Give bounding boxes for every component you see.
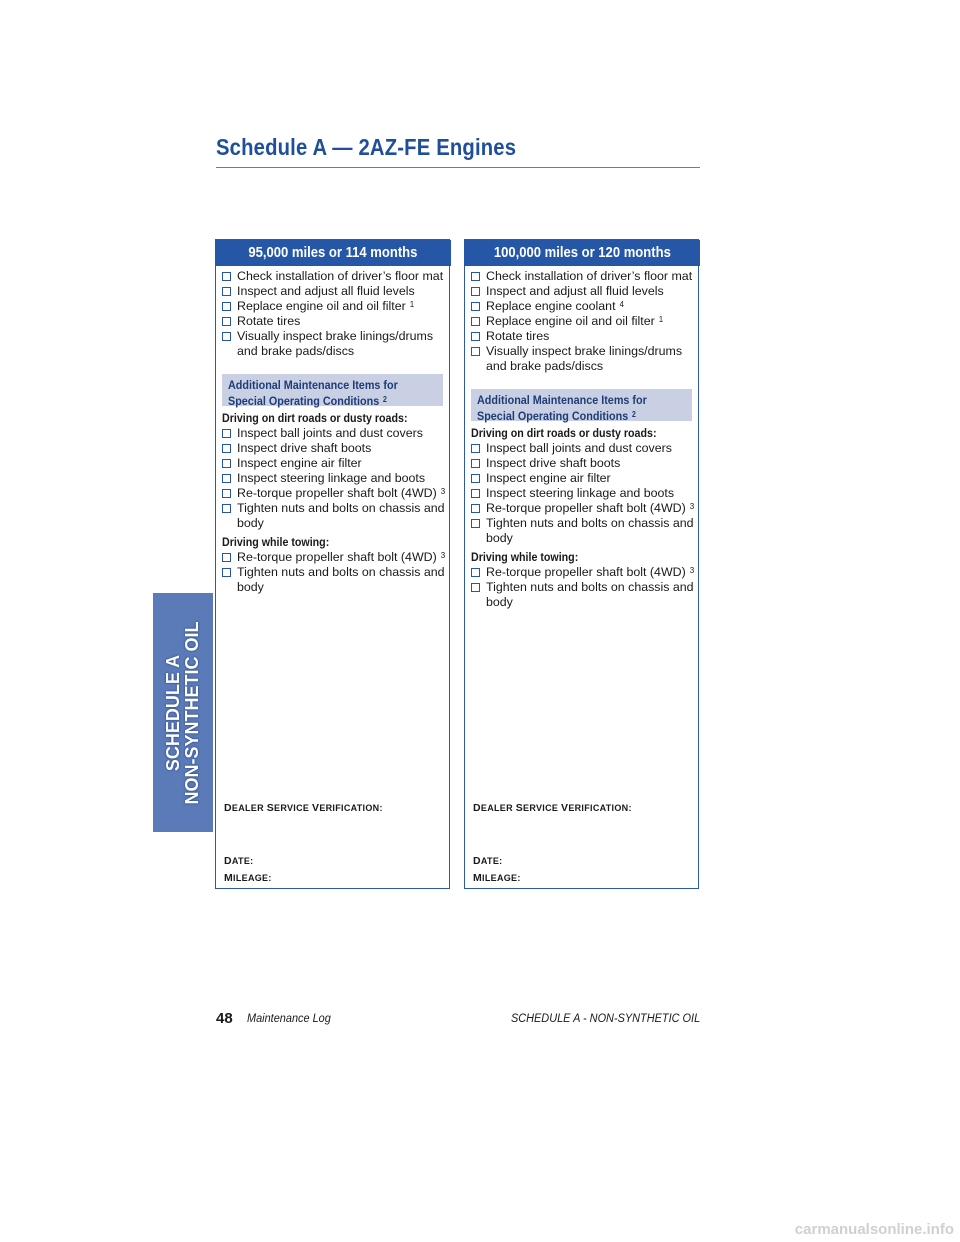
date-label: DATE: xyxy=(224,855,254,867)
checklist-item xyxy=(222,284,446,299)
checkbox-icon[interactable] xyxy=(222,272,231,281)
card-body xyxy=(222,269,446,595)
card-body xyxy=(471,269,695,610)
footnote-marker: 3 xyxy=(689,502,695,511)
footnote-marker: 1 xyxy=(658,315,664,324)
checklist-item xyxy=(222,550,446,565)
service-items-list xyxy=(471,269,695,374)
checklist-item-text: Inspect and adjust all fluid levels xyxy=(486,284,664,298)
mileage-label: MILEAGE: xyxy=(224,872,272,884)
checklist-item-text: Tighten nuts and bolts on chassis and body xyxy=(486,580,694,609)
checklist-item xyxy=(222,269,446,284)
checkbox-icon[interactable] xyxy=(471,583,480,592)
dirt-roads-items-list xyxy=(471,441,695,546)
towing-label: Driving while towing: xyxy=(471,551,579,564)
checklist-item xyxy=(222,441,446,456)
title-divider xyxy=(216,167,700,168)
checkbox-icon[interactable] xyxy=(222,474,231,483)
checkbox-icon[interactable] xyxy=(222,287,231,296)
checklist-item xyxy=(471,269,695,284)
checklist-item-text: Inspect engine air filter xyxy=(486,471,611,485)
checklist-item-text: Replace engine oil and oil filter xyxy=(486,314,655,328)
checklist-item-text: Visually inspect brake linings/drums and brake pads/discs xyxy=(486,344,683,373)
checklist-item-text: Tighten nuts and bolts on chassis and body xyxy=(237,501,445,530)
checklist-item xyxy=(471,501,695,516)
checkbox-icon[interactable] xyxy=(471,489,480,498)
checkbox-icon[interactable] xyxy=(222,317,231,326)
footnote-marker: 3 xyxy=(440,487,446,496)
checklist-item xyxy=(471,516,695,546)
checklist-item-text: Re-torque propeller shaft bolt (4WD) xyxy=(237,486,437,500)
checklist-item xyxy=(222,456,446,471)
checkbox-icon[interactable] xyxy=(222,332,231,341)
checklist-item-text: Inspect engine air filter xyxy=(237,456,362,470)
checklist-item xyxy=(222,329,446,359)
footnote-marker: 3 xyxy=(689,566,695,575)
checklist-item xyxy=(471,456,695,471)
special-title-line2: Special Operating Conditions $^2$ xyxy=(228,393,387,408)
checklist-item xyxy=(471,565,695,580)
service-items-list xyxy=(222,269,446,359)
checklist-item xyxy=(222,471,446,486)
checkbox-icon[interactable] xyxy=(222,302,231,311)
date-label: DATE: xyxy=(473,855,503,867)
card-header: 100,000 miles or 120 months xyxy=(464,240,700,266)
checklist-item-text: Inspect steering linkage and boots xyxy=(486,486,675,500)
checklist-item xyxy=(222,299,446,314)
checkbox-icon[interactable] xyxy=(471,332,480,341)
towing-label: Driving while towing: xyxy=(222,536,330,549)
checklist-item xyxy=(222,426,446,441)
dealer-verification-label: DEALER SERVICE VERIFICATION: xyxy=(224,802,383,814)
footnote-marker: 1 xyxy=(409,300,415,309)
dirt-roads-label: Driving on dirt roads or dusty roads: xyxy=(222,412,408,425)
checklist-item-text: Inspect and adjust all fluid levels xyxy=(237,284,415,298)
side-tab-line1: SCHEDULE A xyxy=(163,654,183,771)
checklist-item-text: Re-torque propeller shaft bolt (4WD) xyxy=(237,550,437,564)
checklist-item-text: Tighten nuts and bolts on chassis and body xyxy=(237,565,445,594)
checklist-item-text: Rotate tires xyxy=(486,329,550,343)
mileage-label: MILEAGE: xyxy=(473,872,521,884)
checklist-item-text: Replace engine coolant xyxy=(486,299,616,313)
checklist-item xyxy=(471,441,695,456)
checkbox-icon[interactable] xyxy=(471,272,480,281)
checklist-item xyxy=(471,299,695,314)
checkbox-icon[interactable] xyxy=(471,459,480,468)
special-title-line1: Additional Maintenance Items for xyxy=(477,393,647,407)
checklist-item xyxy=(222,314,446,329)
checklist-item-text: Visually inspect brake linings/drums and brake pads/discs xyxy=(237,329,434,358)
checklist-item xyxy=(471,329,695,344)
special-conditions-box xyxy=(222,374,443,406)
checkbox-icon[interactable] xyxy=(471,302,480,311)
maintenance-card-95000 xyxy=(215,239,450,889)
checkbox-icon[interactable] xyxy=(222,504,231,513)
checklist-item xyxy=(471,344,695,374)
checklist-item xyxy=(222,501,446,531)
checklist-item xyxy=(222,565,446,595)
checkbox-icon[interactable] xyxy=(222,429,231,438)
dirt-roads-label: Driving on dirt roads or dusty roads: xyxy=(471,427,657,440)
checklist-item-text: Inspect drive shaft boots xyxy=(237,441,372,455)
checkbox-icon[interactable] xyxy=(222,568,231,577)
maintenance-card-100000 xyxy=(464,239,699,889)
checkbox-icon[interactable] xyxy=(471,347,480,356)
checklist-item-text: Re-torque propeller shaft bolt (4WD) xyxy=(486,565,686,579)
towing-items-list xyxy=(471,565,695,610)
towing-items-list xyxy=(222,550,446,595)
checklist-item-text: Re-torque propeller shaft bolt (4WD) xyxy=(486,501,686,515)
card-header: 95,000 miles or 114 months xyxy=(215,240,451,266)
checkbox-icon[interactable] xyxy=(471,287,480,296)
checklist-item-text: Rotate tires xyxy=(237,314,301,328)
checkbox-icon[interactable] xyxy=(222,444,231,453)
checklist-item xyxy=(471,486,695,501)
side-tab-line2: NON-SYNTHETIC OIL xyxy=(182,621,202,804)
checklist-item xyxy=(471,471,695,486)
special-conditions-box xyxy=(471,389,692,421)
footnote-marker: 4 xyxy=(619,300,624,309)
checklist-item xyxy=(471,580,695,610)
checklist-item-text: Check installation of driver’s floor mat xyxy=(486,269,693,283)
checkbox-icon[interactable] xyxy=(471,444,480,453)
checklist-item-text: Inspect ball joints and dust covers xyxy=(486,441,672,455)
checkbox-icon[interactable] xyxy=(471,504,480,513)
dealer-verification-label: DEALER SERVICE VERIFICATION: xyxy=(473,802,632,814)
special-title-line2: Special Operating Conditions $^2$ xyxy=(477,408,636,423)
checkbox-icon[interactable] xyxy=(222,459,231,468)
footer-running-title: SCHEDULE A - NON-SYNTHETIC OIL xyxy=(510,1013,700,1025)
checklist-item-text: Replace engine oil and oil filter xyxy=(237,299,406,313)
watermark: carmanualsonline.info xyxy=(794,1221,954,1238)
special-title-line1: Additional Maintenance Items for xyxy=(228,378,398,392)
footnote-marker: 3 xyxy=(440,551,446,560)
page-number: 48 xyxy=(216,1010,233,1027)
checklist-item-text: Tighten nuts and bolts on chassis and body xyxy=(486,516,694,545)
checklist-item-text: Inspect steering linkage and boots xyxy=(237,471,426,485)
checkbox-icon[interactable] xyxy=(471,568,480,577)
side-tab-label xyxy=(164,621,202,804)
checkbox-icon[interactable] xyxy=(222,489,231,498)
page-title: Schedule A — 2AZ-FE Engines xyxy=(216,134,517,160)
checkbox-icon[interactable] xyxy=(471,474,480,483)
footer-section-label: Maintenance Log xyxy=(247,1013,331,1025)
checkbox-icon[interactable] xyxy=(471,317,480,326)
checklist-item-text: Inspect ball joints and dust covers xyxy=(237,426,423,440)
dirt-roads-items-list xyxy=(222,426,446,531)
checkbox-icon[interactable] xyxy=(471,519,480,528)
checklist-item xyxy=(471,284,695,299)
checklist-item-text: Inspect drive shaft boots xyxy=(486,456,621,470)
checklist-item xyxy=(471,314,695,329)
side-tab xyxy=(153,593,213,832)
checklist-item xyxy=(222,486,446,501)
checkbox-icon[interactable] xyxy=(222,553,231,562)
checklist-item-text: Check installation of driver’s floor mat xyxy=(237,269,444,283)
